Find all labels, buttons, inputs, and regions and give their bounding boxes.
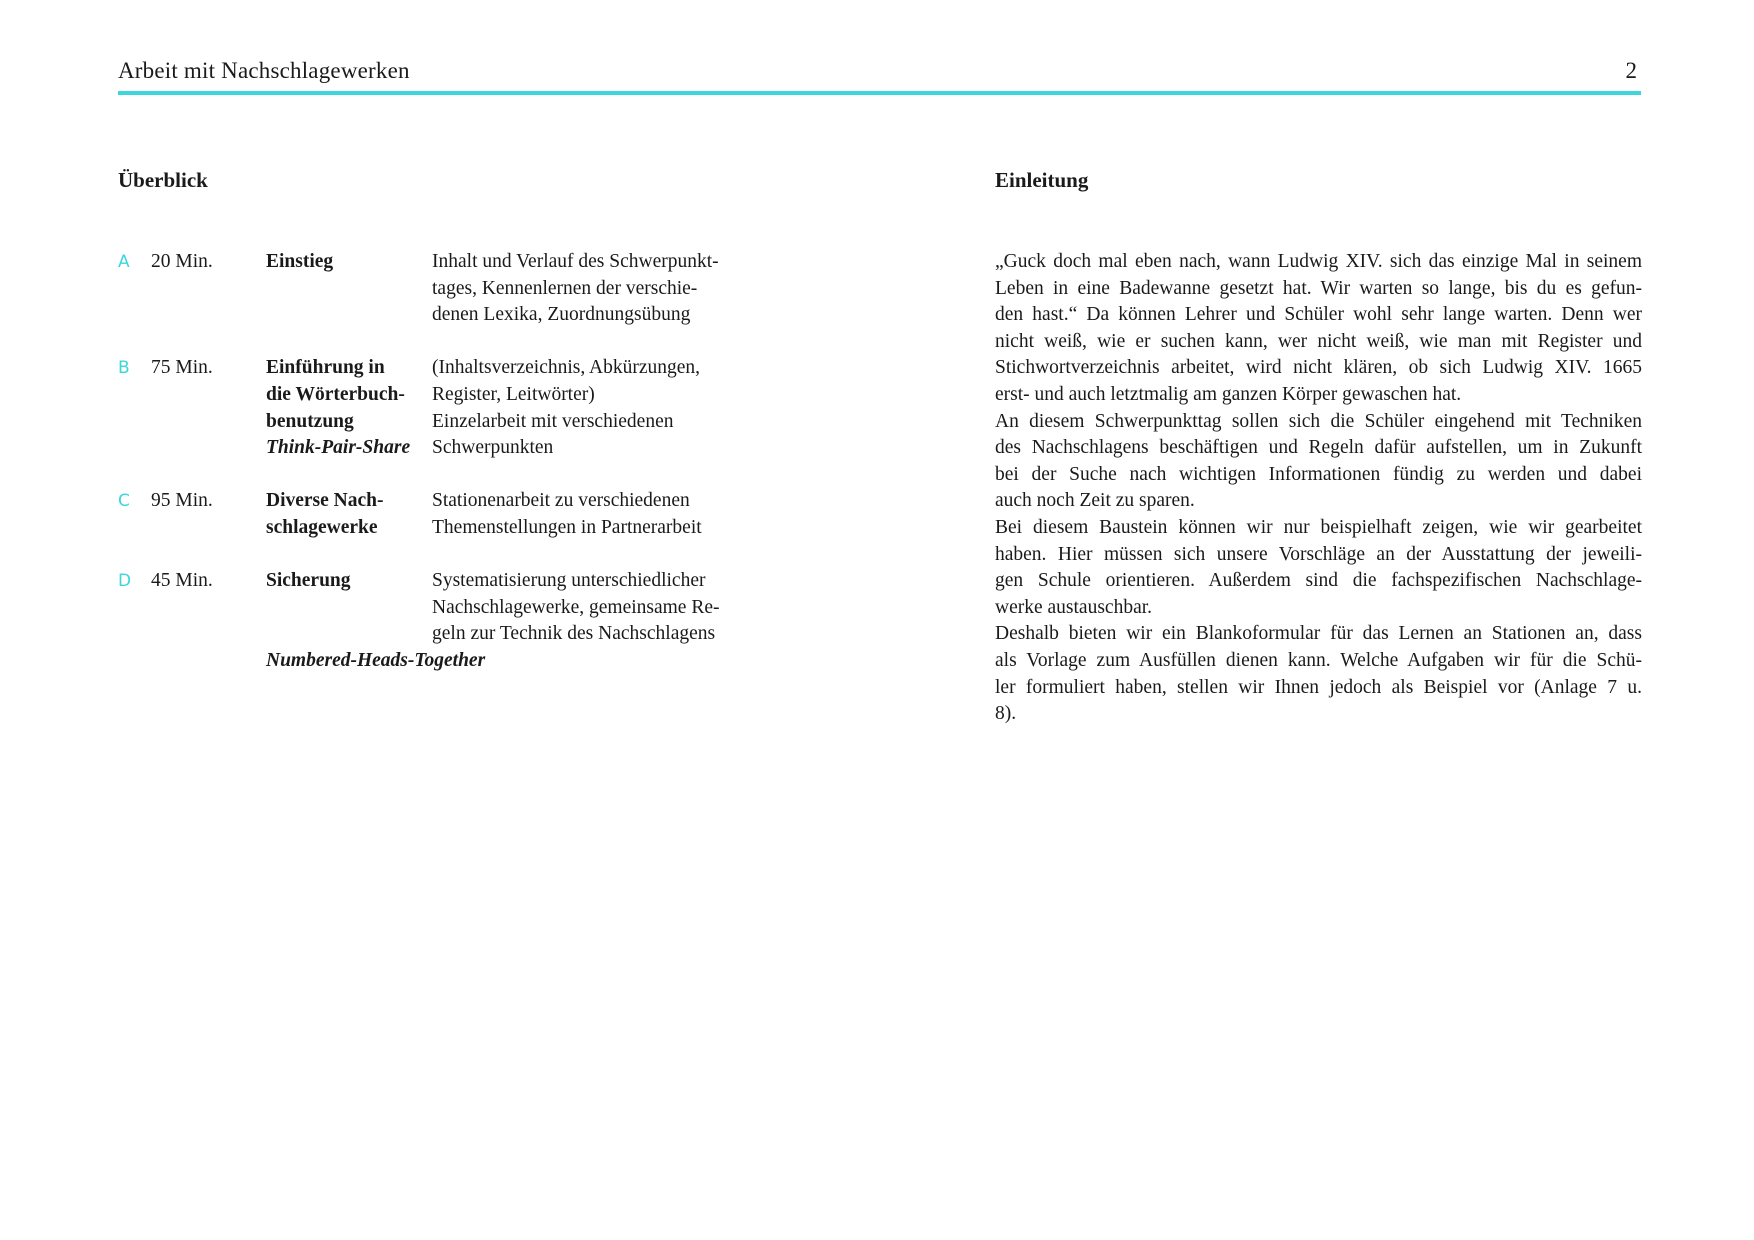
introduction-line: nicht weiß, wie er suchen kann, wer nicht weiß, wie man mit Register und: [995, 330, 1642, 352]
introduction-line: An diesem Schwerpunkttag sollen sich die Schüler eingehend mit Techniken: [995, 410, 1642, 432]
phase-title-line: Einstieg: [266, 251, 334, 272]
introduction-line: werke austauschbar.: [995, 596, 1153, 618]
phase-description: [432, 488, 772, 541]
phase-title-line: die Wörterbuch-: [266, 383, 405, 405]
phase-letter: A: [118, 252, 130, 272]
introduction-line: bei der Suche nach wichtigen Informationen fündig zu werden und dabei: [995, 463, 1642, 485]
phase-description-line: denen Lexika, Zuordnungsübung: [432, 304, 691, 326]
phase-description-line: (Inhaltsverzeichnis, Abkürzungen,: [432, 357, 701, 379]
phase-title-line: Diverse Nach-: [266, 490, 384, 512]
phase-duration: 95 Min.: [151, 490, 213, 512]
phase-description: [432, 249, 772, 329]
phase-duration: 20 Min.: [151, 251, 213, 272]
introduction-heading: Einleitung: [995, 168, 1089, 192]
overview-heading: Überblick: [118, 168, 208, 192]
phase-title: [266, 488, 436, 541]
introduction-line: des Nachschlagens beschäftigen und Regeln dafür aufstellen, um in Zukunft: [995, 437, 1642, 459]
phase-method: Think-Pair-Share: [266, 437, 411, 459]
introduction-line: gen Schule orientieren. Außerdem sind die fachspezifischen Nachschlage-: [995, 570, 1642, 592]
phase-title-line: Sicherung: [266, 570, 351, 592]
phase-letter: C: [118, 491, 130, 512]
schedule-row: [118, 568, 778, 674]
schedule-row: [118, 355, 778, 461]
phase-description-line: Themenstellungen in Partnerarbeit: [432, 516, 702, 538]
phase-description-line: geln zur Technik des Nachschlagens: [432, 623, 716, 645]
running-title: Arbeit mit Nachschlagewerken: [118, 58, 410, 83]
phase-title: [266, 355, 436, 461]
phase-description: [432, 568, 772, 648]
phase-description-line: tages, Kennenlernen der verschie-: [432, 277, 698, 299]
phase-title: [266, 568, 436, 595]
introduction-line: auch noch Zeit zu sparen.: [995, 490, 1195, 512]
schedule-row: [118, 249, 778, 329]
introduction-line: Stichwortverzeichnis arbeitet, wird nicht klären, ob sich Ludwig XIV. 1665: [995, 357, 1642, 379]
header-rule-divider: [118, 91, 1641, 95]
introduction-line: Leben in eine Badewanne gesetzt hat. Wir warten so lange, bis du es gefun-: [995, 277, 1642, 299]
page-header: [118, 54, 1641, 88]
phase-title-line: Einführung in: [266, 357, 385, 379]
overview-schedule-table: [118, 249, 778, 701]
introduction-line: Deshalb bieten wir ein Blankoformular für das Lernen an Stationen an, dass: [995, 623, 1642, 645]
phase-duration: 45 Min.: [151, 570, 213, 592]
phase-description-line: Inhalt und Verlauf des Schwerpunkt-: [432, 251, 719, 272]
introduction-line: „Guck doch mal eben nach, wann Ludwig XIV. sich das einzige Mal in seinem: [995, 251, 1642, 272]
phase-method: Numbered-Heads-Together: [266, 649, 486, 671]
phase-title: [266, 249, 436, 276]
phase-letter: D: [118, 571, 132, 592]
phase-title-line: benutzung: [266, 410, 354, 432]
phase-description-line: Schwerpunkten: [432, 437, 554, 459]
introduction-line: den hast.“ Da können Lehrer und Schüler wohl sehr lange warten. Denn wer: [995, 304, 1642, 326]
phase-description-line: Nachschlagewerke, gemeinsame Re-: [432, 596, 720, 618]
phase-duration: 75 Min.: [151, 357, 213, 379]
phase-description-line: Systematisierung unterschiedlicher: [432, 570, 706, 592]
introduction-line: als Vorlage zum Ausfüllen dienen kann. Welche Aufgaben wir für die Schü-: [995, 649, 1642, 671]
phase-description: [432, 355, 772, 461]
phase-description-line: Einzelarbeit mit verschiedenen: [432, 410, 674, 432]
introduction-line: Bei diesem Baustein können wir nur beispielhaft zeigen, wie wir gearbeitet: [995, 516, 1642, 538]
phase-description-line: Register, Leitwörter): [432, 383, 595, 405]
introduction-line: 8).: [995, 703, 1017, 725]
schedule-row: [118, 488, 778, 541]
phase-description-line: Stationenarbeit zu verschiedenen: [432, 490, 690, 512]
introduction-text: [995, 249, 1642, 728]
page-number: 2: [1625, 58, 1637, 83]
introduction-line: ler formuliert haben, stellen wir Ihnen jedoch als Beispiel vor (Anlage 7 u.: [995, 676, 1642, 698]
phase-letter: B: [118, 358, 130, 379]
introduction-line: erst- und auch letztmalig am ganzen Körper gewaschen hat.: [995, 383, 1462, 405]
introduction-line: haben. Hier müssen sich unsere Vorschläge an der Ausstattung der jeweili-: [995, 543, 1642, 565]
phase-title-line: schlagewerke: [266, 516, 378, 538]
